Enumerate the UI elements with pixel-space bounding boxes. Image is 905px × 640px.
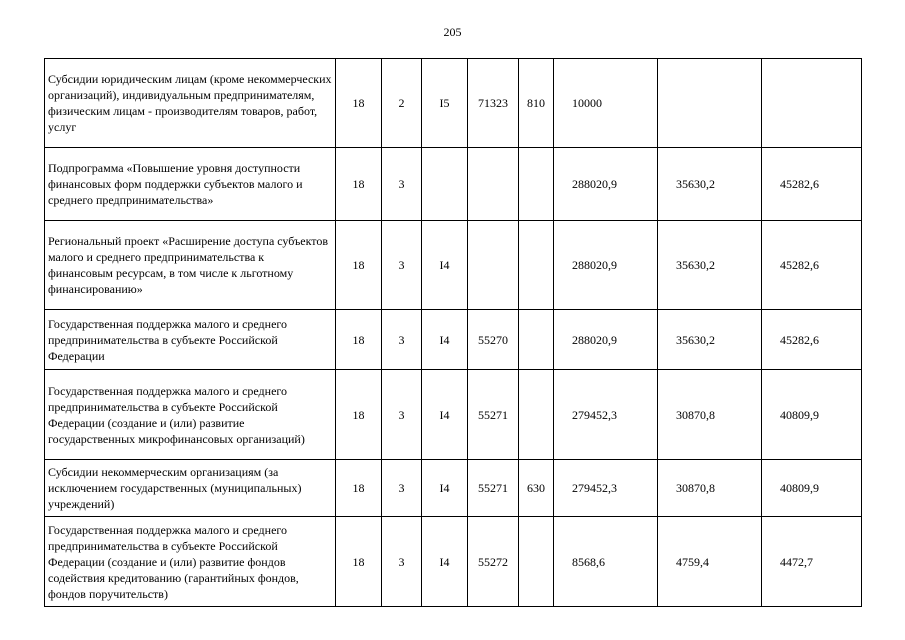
project-code: I4: [422, 221, 468, 310]
ministry-code: 18: [336, 221, 382, 310]
program-code: 2: [382, 59, 422, 148]
program-code: 3: [382, 148, 422, 221]
project-code: I4: [422, 370, 468, 460]
row-name: Региональный проект «Расширение доступа субъектов малого и среднего предпринимательства к финансовым ресурсам, в том числе к льготному финансированию»: [45, 221, 336, 310]
amount-year-1: 288020,9: [554, 310, 658, 370]
row-name: Подпрограмма «Повышение уровня доступности финансовых форм поддержки субъектов малого и среднего предпринимательства»: [45, 148, 336, 221]
amount-year-3: 4472,7: [762, 517, 862, 607]
direction-code: [468, 221, 519, 310]
direction-code: 55272: [468, 517, 519, 607]
project-code: I4: [422, 517, 468, 607]
expense-type-code: [519, 310, 554, 370]
table-row: [45, 370, 862, 460]
program-code: 3: [382, 221, 422, 310]
ministry-code: 18: [336, 370, 382, 460]
amount-year-2: [658, 59, 762, 148]
budget-table: [44, 58, 862, 607]
amount-year-3: 45282,6: [762, 148, 862, 221]
ministry-code: 18: [336, 460, 382, 517]
direction-code: [468, 148, 519, 221]
amount-year-1: 8568,6: [554, 517, 658, 607]
expense-type-code: [519, 148, 554, 221]
row-name: Субсидии юридическим лицам (кроме некоммерческих организаций), индивидуальным предпринимателям, физическим лицам - производителям товаров, работ, услуг: [45, 59, 336, 148]
direction-code: 55270: [468, 310, 519, 370]
program-code: 3: [382, 517, 422, 607]
direction-code: 55271: [468, 370, 519, 460]
amount-year-2: 4759,4: [658, 517, 762, 607]
program-code: 3: [382, 370, 422, 460]
ministry-code: 18: [336, 59, 382, 148]
program-code: 3: [382, 310, 422, 370]
project-code: [422, 148, 468, 221]
amount-year-1: 288020,9: [554, 148, 658, 221]
table-row: [45, 148, 862, 221]
amount-year-1: 10000: [554, 59, 658, 148]
amount-year-2: 35630,2: [658, 148, 762, 221]
amount-year-2: 35630,2: [658, 221, 762, 310]
row-name: Государственная поддержка малого и среднего предпринимательства в субъекте Российской Федерации (создание и (или) развитие фондов содействия кредитованию (гарантийных фондов, фондов поручительств): [45, 517, 336, 607]
amount-year-2: 35630,2: [658, 310, 762, 370]
amount-year-3: 40809,9: [762, 370, 862, 460]
expense-type-code: [519, 370, 554, 460]
project-code: I5: [422, 59, 468, 148]
amount-year-2: 30870,8: [658, 370, 762, 460]
expense-type-code: [519, 221, 554, 310]
expense-type-code: 810: [519, 59, 554, 148]
ministry-code: 18: [336, 517, 382, 607]
page-number: 205: [443, 25, 462, 39]
amount-year-1: 279452,3: [554, 460, 658, 517]
amount-year-1: 288020,9: [554, 221, 658, 310]
table-row: [45, 221, 862, 310]
ministry-code: 18: [336, 148, 382, 221]
table-row: [45, 310, 862, 370]
direction-code: 55271: [468, 460, 519, 517]
expense-type-code: 630: [519, 460, 554, 517]
table-row: [45, 460, 862, 517]
row-name: Субсидии некоммерческим организациям (за исключением государственных (муниципальных) учреждений): [45, 460, 336, 517]
amount-year-3: [762, 59, 862, 148]
ministry-code: 18: [336, 310, 382, 370]
project-code: I4: [422, 310, 468, 370]
amount-year-1: 279452,3: [554, 370, 658, 460]
project-code: I4: [422, 460, 468, 517]
program-code: 3: [382, 460, 422, 517]
amount-year-3: 45282,6: [762, 310, 862, 370]
row-name: Государственная поддержка малого и среднего предпринимательства в субъекте Российской Федерации: [45, 310, 336, 370]
table-row: [45, 59, 862, 148]
amount-year-3: 45282,6: [762, 221, 862, 310]
row-name: Государственная поддержка малого и среднего предпринимательства в субъекте Российской Федерации (создание и (или) развитие государственных микрофинансовых организаций): [45, 370, 336, 460]
amount-year-2: 30870,8: [658, 460, 762, 517]
expense-type-code: [519, 517, 554, 607]
direction-code: 71323: [468, 59, 519, 148]
amount-year-3: 40809,9: [762, 460, 862, 517]
table-row: [45, 517, 862, 607]
